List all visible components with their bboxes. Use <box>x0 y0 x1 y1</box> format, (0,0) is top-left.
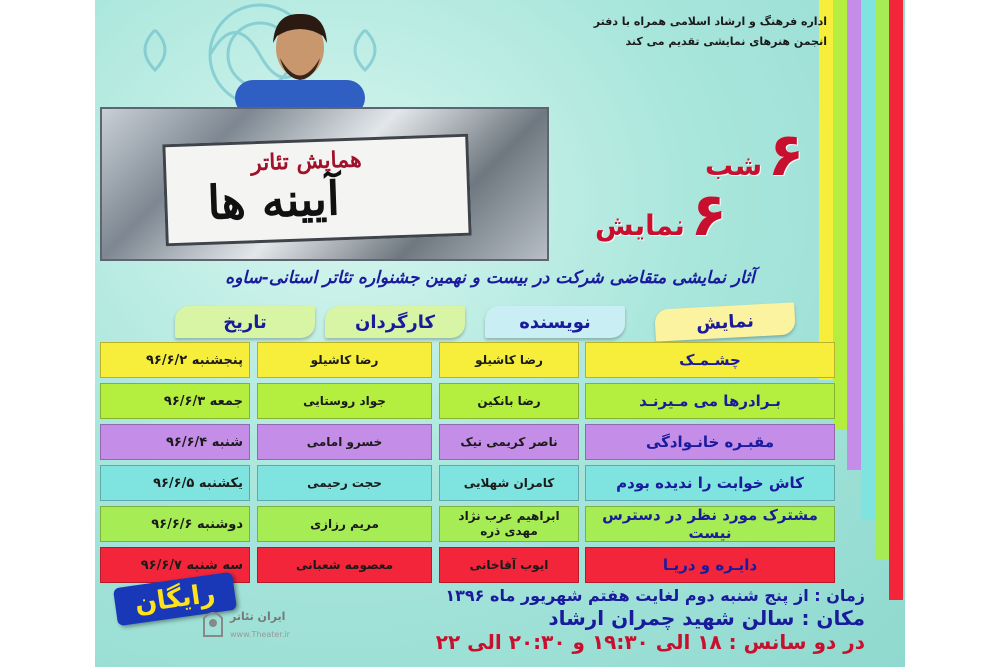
event-subtitle: همایش تئاتر <box>250 146 363 177</box>
cell-writer: کامران شهلایی <box>439 465 579 501</box>
plays-word: نمایش <box>595 209 685 242</box>
sponsor-line-2: انجمن هنرهای نمایشی تقدیم می کند <box>625 35 827 48</box>
table-row <box>95 381 895 421</box>
plays-number: ۶ <box>690 180 728 250</box>
nights-number: ۶ <box>767 120 805 190</box>
festival-line: آثار نمایشی متقاضی شرکت در بیست و نهمین جشنواره تئاتر استانی-ساوه <box>225 268 755 288</box>
six-nights <box>705 120 805 190</box>
cell-writer: رضا کاشیلو <box>439 342 579 378</box>
cell-date: سه شنبه ۹۶/۶/۷ <box>100 547 250 583</box>
cell-writer: ابراهیم عرب نژاد مهدی ذره <box>439 506 579 542</box>
poster <box>95 0 905 667</box>
sponsor-text <box>594 12 827 52</box>
cell-date: یکشنبه ۹۶/۶/۵ <box>100 465 250 501</box>
nights-word: شب <box>705 149 763 182</box>
cell-writer: ایوب آقاخانی <box>439 547 579 583</box>
table-row <box>95 340 895 380</box>
table-row <box>95 504 895 544</box>
cell-play: چشـمـک <box>585 342 835 378</box>
stripe-yellow <box>819 0 833 380</box>
six-plays <box>595 180 728 250</box>
watermark-url: www.Theater.ir <box>230 630 290 639</box>
cell-director: رضا کاشیلو <box>257 342 432 378</box>
header-play: نمایش <box>654 302 795 341</box>
cell-date: جمعه ۹۶/۶/۳ <box>100 383 250 419</box>
header-date: تاریخ <box>175 306 315 338</box>
cell-director: خسرو امامی <box>257 424 432 460</box>
table-row <box>95 463 895 503</box>
cell-director: معصومه شعبانی <box>257 547 432 583</box>
cell-play: دایـره و دریـا <box>585 547 835 583</box>
cell-date: شنبه ۹۶/۶/۴ <box>100 424 250 460</box>
event-title: آیینه ها <box>206 171 341 230</box>
header-director: کارگردان <box>325 306 465 338</box>
sponsor-line-1: اداره فرهنگ و ارشاد اسلامی همراه با دفتر <box>593 15 827 28</box>
actor-portrait <box>225 8 375 116</box>
event-sessions: در دو سانس : ۱۸ الی ۱۹:۳۰ و ۲۰:۳۰ الی ۲۲ <box>435 630 865 654</box>
cell-director: مریم رزازی <box>257 506 432 542</box>
cell-director: حجت رحیمی <box>257 465 432 501</box>
cell-date: پنجشنبه ۹۶/۶/۲ <box>100 342 250 378</box>
cell-play: کاش خوابت را ندیده بودم <box>585 465 835 501</box>
mirror-title-plate <box>162 134 471 247</box>
cell-play: بـرادرها می مـیرنـد <box>585 383 835 419</box>
cell-date: دوشنبه ۹۶/۶/۶ <box>100 506 250 542</box>
cell-writer: رضا بانکین <box>439 383 579 419</box>
cell-director: جواد روستایی <box>257 383 432 419</box>
cell-play: مشترک مورد نظر در دسترس نیست <box>585 506 835 542</box>
cell-play: مقبـره خانـوادگی <box>585 424 835 460</box>
watermark-logo <box>200 608 290 648</box>
cell-writer: ناصر کریمی نیک <box>439 424 579 460</box>
free-badge: رایگان <box>113 572 237 626</box>
event-time: زمان : از پنج شنبه دوم لغایت هفتم شهریور ماه ۱۳۹۶ <box>445 586 865 605</box>
theater-logo-icon <box>200 608 226 638</box>
header-writer: نویسنده <box>485 306 625 338</box>
watermark-name: ایران تئاتر <box>230 610 286 623</box>
event-place: مکان : سالن شهید چمران ارشاد <box>548 606 865 630</box>
table-row <box>95 422 895 462</box>
mirror-frame <box>100 107 549 261</box>
